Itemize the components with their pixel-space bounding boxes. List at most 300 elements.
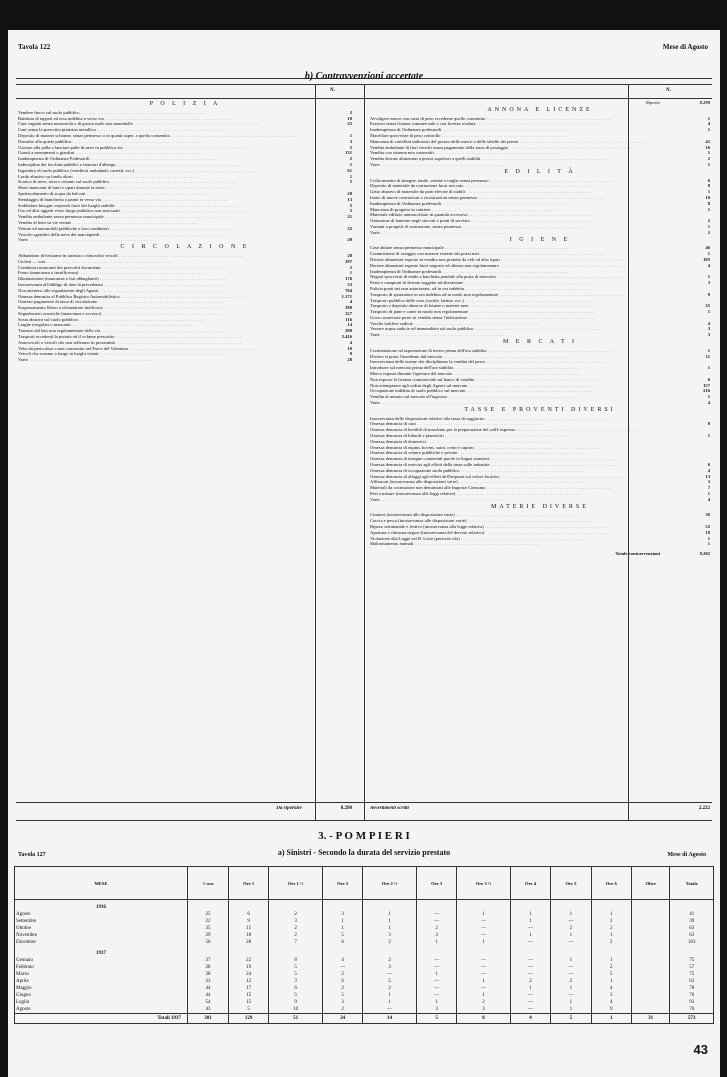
row-value: 10: [347, 345, 352, 351]
table-cell: —: [416, 918, 456, 925]
table-cell: 63: [670, 925, 714, 932]
total-label: Totale contravvenzioni: [615, 551, 660, 557]
row-label: Materiale edilizio ammucchiato in quantità eccessiva . . .: [370, 212, 594, 218]
table-row: [15, 992, 714, 999]
row-label: Introdurre sul mercato prima dell'ora stabilita . . .: [370, 365, 580, 371]
table-cell: 1: [510, 932, 550, 939]
row-value: 20: [347, 190, 352, 196]
row-value: 5: [349, 208, 352, 214]
row-value: 9: [349, 351, 352, 357]
row-value: 10: [705, 194, 710, 200]
table-cell: 1: [551, 1006, 591, 1014]
table-cell: [269, 900, 323, 912]
group-heading: I G I E N E: [509, 236, 571, 243]
row-value: 4: [707, 320, 710, 326]
table-cell: 1: [457, 911, 511, 918]
table-cell: —: [416, 957, 456, 964]
table-cell: [228, 900, 268, 912]
total-cell: 5: [551, 1014, 591, 1024]
table-row: [15, 911, 714, 918]
table-cell: 37: [188, 957, 229, 964]
row-value: 216: [703, 388, 710, 394]
table-cell: —: [457, 918, 511, 925]
table-cell: 15: [228, 999, 268, 1006]
row-label: Maltrattamento animali . . .: [370, 541, 540, 547]
table-cell: 2: [269, 925, 323, 932]
row-value: 2: [707, 218, 710, 224]
row-label: Non ottemperare agli ordini degli Agenti sul mercato . . .: [370, 383, 594, 389]
table-cell: —: [551, 918, 591, 925]
row-label: Inosservanza delle norme che disciplinano la vendita del pesce . . .: [370, 359, 612, 365]
row-label: Violazione alla Legge sul R. Lotto (pericola rifa) . . .: [370, 536, 586, 542]
row-value: 1.171: [341, 293, 352, 299]
table-cell: —: [416, 985, 456, 992]
row-label: Pesto e campioni di derrate soggette ad alterazione . . .: [370, 280, 590, 286]
table-cell: [510, 946, 550, 957]
row-value: 4: [349, 339, 352, 345]
row-value: 1: [349, 132, 352, 138]
riporto-value: 8.290: [699, 100, 710, 105]
pompieri-table: [14, 866, 714, 1024]
table-cell: —: [416, 911, 456, 918]
row-value: 36: [705, 512, 710, 518]
month-cell: Novembre: [15, 932, 188, 939]
table-cell: [322, 946, 362, 957]
table-cell: 63: [670, 932, 714, 939]
table-cell: 1: [551, 985, 591, 992]
row-value: 1: [349, 161, 352, 167]
row-label: Sbavi mancanti di lumi e ripari durante la notte . . .: [18, 185, 231, 191]
table-cell: [631, 900, 670, 912]
table-cell: 3: [322, 911, 362, 918]
row-label: Contrattazione od asportazione di merce prima dell'ora stabilita . . .: [370, 348, 613, 354]
table-row: [370, 497, 710, 503]
table-cell: 38: [188, 971, 229, 978]
row-label: Varianti a progetti di costruzione, senza permesso . . .: [370, 224, 588, 230]
row-value: 3.416: [341, 334, 352, 340]
table-cell: 18: [228, 932, 268, 939]
table-cell: 10: [269, 1006, 323, 1014]
row-label: Inosservanza all'obbligo di dare la precedenza . . .: [18, 282, 229, 288]
row-label: Lordo abusivo su fondo altrui . . .: [18, 174, 199, 180]
table-cell: —: [457, 985, 511, 992]
row-value: 13: [705, 473, 710, 479]
row-value: 1: [707, 251, 710, 257]
table-cell: 8: [269, 957, 323, 964]
table-cell: [631, 971, 670, 978]
total-cell: 129: [228, 1014, 268, 1024]
row-label: Omessa denuncia di domestici . . .: [370, 439, 552, 445]
month-cell: Luglio: [15, 999, 188, 1006]
group-heading: C I R C O L A Z I O N E: [120, 244, 250, 251]
table-cell: 3: [591, 992, 631, 999]
page-header: [8, 30, 720, 56]
row-value: 8: [707, 183, 710, 189]
row-value: 28: [347, 357, 352, 363]
table-cell: —: [457, 957, 511, 964]
row-label: Segnalazioni acustiche (mancanza o eccesso) . . .: [18, 311, 228, 317]
row-value: 764: [345, 287, 352, 293]
year-label: 1936: [15, 900, 188, 912]
table-cell: [631, 992, 670, 999]
row-value: 21: [347, 214, 352, 220]
row-label: Scarico di neve, terra e rottami sul suolo pubblico . . .: [18, 179, 236, 185]
row-label: Omessa denuncia di bevibili di marchino per la preparazione del caffè espresso . . .: [370, 427, 642, 433]
row-label: Sosta abusiva sul suolo pubblico . . .: [18, 317, 204, 323]
table-cell: 3: [322, 999, 362, 1006]
row-value: 388: [345, 305, 352, 311]
year-row: [15, 900, 714, 912]
right-column: [370, 100, 710, 800]
table-cell: —: [551, 939, 591, 946]
total-value: 9.202: [699, 551, 710, 557]
table-row: [15, 925, 714, 932]
row-label: Omessa denuncia di occupazione suolo pubblico . . .: [370, 468, 586, 474]
table-cell: 17: [228, 985, 268, 992]
table-row: [15, 957, 714, 964]
table-cell: 5: [591, 971, 631, 978]
row-label: Commistione di ortaggio con materie estratte dai pozzi neri . . .: [370, 251, 606, 257]
riporto-label: Riporto: [645, 100, 660, 105]
row-value: 4: [707, 262, 710, 268]
table-cell: 39: [670, 918, 714, 925]
row-value: 1: [707, 223, 710, 229]
row-value: 157: [703, 382, 710, 388]
header-bottom-rule: [16, 98, 712, 99]
table-cell: 9: [269, 999, 323, 1006]
row-label: Velocità pericolosa o non consentita nel Parco del Valentino . . .: [18, 346, 254, 352]
row-label: Varie . . .: [370, 230, 506, 236]
month-cell: Febbraio: [15, 964, 188, 971]
table-cell: [670, 946, 714, 957]
column-header: MESE: [15, 867, 188, 900]
table-cell: 1: [551, 911, 591, 918]
table-cell: 28: [188, 964, 229, 971]
group-heading: E D I L I T À: [504, 168, 576, 175]
table-cell: 1: [510, 911, 550, 918]
table-cell: [269, 946, 323, 957]
row-label: Varie . . .: [370, 400, 506, 406]
row-value: 5: [349, 264, 352, 270]
year-row: [15, 946, 714, 957]
total-row: [15, 1014, 714, 1024]
row-label: Varie . . .: [18, 237, 154, 243]
right-footer-label: Avvertimenti scritti: [370, 806, 409, 811]
table-cell: 1: [591, 911, 631, 918]
table-cell: 2: [363, 957, 417, 964]
table-cell: —: [510, 925, 550, 932]
group-heading: TASSE E PROVENTI DIVERSI: [464, 406, 616, 413]
table-cell: 5: [322, 992, 362, 999]
row-value: 3: [707, 280, 710, 286]
table-cell: 76: [670, 992, 714, 999]
row-label: Omessa denuncia di equini, bovini, suini, ovini e caprini . . .: [370, 445, 600, 451]
row-value: 4: [349, 299, 352, 305]
table-cell: 6: [228, 911, 268, 918]
column-header: Ore 1 ½: [269, 867, 323, 900]
total-cell: 1: [591, 1014, 631, 1024]
row-value: 10: [347, 115, 352, 121]
table-cell: —: [416, 964, 456, 971]
table-row: [15, 999, 714, 1006]
pompieri-subtitle: a) Sinistri - Secondo la durata del servizio prestato: [277, 848, 451, 857]
row-value: 14: [347, 322, 352, 328]
table-cell: [188, 900, 229, 912]
table-cell: 2: [510, 978, 550, 985]
row-label: Inizio di nuove costruzioni o ricostruzioni senza permesso . . .: [370, 195, 603, 201]
row-value: 5: [349, 144, 352, 150]
row-value: 25: [705, 303, 710, 309]
row-value: 3: [707, 479, 710, 485]
row-label: Varie . . .: [370, 162, 506, 168]
row-value: 4: [707, 400, 710, 406]
row-value: 8: [707, 421, 710, 427]
table-cell: [631, 999, 670, 1006]
left-n-header: N.: [330, 88, 335, 93]
table-row: [15, 964, 714, 971]
table-cell: 1: [457, 992, 511, 999]
row-value: 1: [349, 270, 352, 276]
table-cell: 33: [188, 978, 229, 985]
table-cell: 1: [363, 918, 417, 925]
row-value: 4: [707, 121, 710, 127]
table-cell: 9: [228, 918, 268, 925]
row-value: 46: [705, 245, 710, 251]
row-value: 3: [707, 326, 710, 332]
row-value: 1: [707, 394, 710, 400]
page-number: 43: [693, 1042, 708, 1057]
row-value: 297: [345, 258, 352, 264]
row-label: Collocamento di insegne, tende, vetrine e targhe senza permesso . . .: [370, 178, 615, 184]
column-header: Ore 2: [322, 867, 362, 900]
row-label: Inadempienza di Ordinanze podestarili . . .: [370, 269, 568, 275]
row-label: Esercizi senza licenza commerciale o con licenza scaduta . . .: [370, 121, 602, 127]
table-row: [15, 939, 714, 946]
row-label: Varie . . .: [370, 497, 506, 503]
row-label: Vendita al minuto sul mercato all'ingrosso . . .: [370, 394, 574, 400]
table-cell: 1: [363, 911, 417, 918]
row-label: Inadempienza di Ordinanze Podestarili . . .: [18, 156, 216, 162]
table-cell: 1: [363, 992, 417, 999]
column-header: Ore 5: [551, 867, 591, 900]
row-value: 2: [349, 156, 352, 162]
row-label: Omessa denuncia al Pubblico Registro Automobilistico . . .: [18, 294, 246, 300]
table-cell: 1: [510, 985, 550, 992]
row-label: Omessa denuncia di insegne contenenti parole in lingua straniera . . .: [370, 456, 616, 462]
column-header: Ore 3 ½: [457, 867, 511, 900]
table-cell: 43: [188, 1006, 229, 1014]
row-value: 209: [345, 328, 352, 334]
row-value: 105: [703, 256, 710, 262]
row-value: 1: [707, 541, 710, 547]
row-value: 13: [347, 196, 352, 202]
row-value: 1: [707, 127, 710, 133]
column-header: Ore 2 ½: [363, 867, 417, 900]
table-cell: 2: [551, 925, 591, 932]
pompieri-month: Mese di Agosto: [667, 852, 706, 858]
table-cell: 1: [551, 957, 591, 964]
month-cell: Agosto: [15, 1006, 188, 1014]
month-cell: Gennaio: [15, 957, 188, 964]
row-label: Omessa denuncia di cani . . .: [370, 421, 542, 427]
row-label: Freno (mancanza o insufficenza) . . .: [18, 270, 205, 276]
row-label: Vetture ed automobili pubbliche e loro conduttori . . .: [18, 226, 235, 232]
table-cell: 63: [670, 978, 714, 985]
table-cell: 1: [591, 978, 631, 985]
total-cell: 301: [188, 1014, 229, 1024]
group-heading: MATERIE DIVERSE: [491, 503, 589, 510]
table-row: [18, 237, 352, 243]
row-value: 1: [707, 347, 710, 353]
table-cell: 15: [228, 925, 268, 932]
row-label: Veicoli che sostano a lungo in luoghi vietati . . .: [18, 351, 225, 357]
row-label: Omesso pagamento di tassa di circolazione . . .: [18, 299, 224, 305]
table-cell: [363, 946, 417, 957]
row-value: 1: [707, 433, 710, 439]
column-header: Totale: [670, 867, 714, 900]
row-value: 1: [707, 491, 710, 496]
row-label: Giocare alla palla o lanciare palle di neve in pubblica via . . .: [18, 145, 249, 151]
table-number-left: Tavola 122: [18, 43, 51, 51]
row-label: Ciclisti — vari . . .: [18, 259, 172, 265]
table-cell: 25: [188, 911, 229, 918]
table-cell: 5: [363, 978, 417, 985]
table-cell: 1: [416, 971, 456, 978]
table-row: [15, 918, 714, 925]
row-label: Varie . . .: [370, 332, 506, 338]
table-cell: 28: [228, 939, 268, 946]
table-cell: [631, 957, 670, 964]
table-cell: 4: [322, 957, 362, 964]
table-cell: 3: [457, 1006, 511, 1014]
table-row: [370, 400, 710, 406]
row-label: Vendita di beni su vie vietate . . .: [18, 220, 198, 226]
table-cell: 76: [670, 1006, 714, 1014]
total-cell: 14: [363, 1014, 417, 1024]
row-label: Ingombro di suolo pubblico (venditori ambulanti, carretti, ecc.) . . .: [18, 168, 261, 174]
left-footer-label: Da riportare: [276, 806, 302, 811]
row-label: Vendita ambulante di fiori freschi senza pagamento della tassa di posteggio . . .: [370, 145, 635, 151]
table-cell: 2: [457, 999, 511, 1006]
table-cell: [631, 939, 670, 946]
row-value: 53: [347, 281, 352, 287]
table-cell: 19: [228, 964, 268, 971]
table-cell: [322, 900, 362, 912]
left-footer: [18, 806, 352, 812]
table-cell: [631, 925, 670, 932]
table-cell: —: [551, 992, 591, 999]
row-label: Spettacolamento di acqua da balconi . . .: [18, 191, 212, 197]
table-cell: 2: [269, 932, 323, 939]
table-cell: [591, 900, 631, 912]
total-cell: 573: [670, 1014, 714, 1024]
document-page: [8, 30, 720, 1077]
table-cell: 6: [322, 939, 362, 946]
row-label: Caccia e pesca (inosservanza alle disposizioni varie) . . .: [370, 518, 593, 524]
row-label: Derrate alimentari esposte in vendita non protette da veli od altri ripari . . .: [370, 257, 626, 263]
row-label: Vacche lattifere sudicie . . .: [370, 321, 539, 327]
month-right: Mese di Agosto: [662, 43, 708, 51]
total-cell: 31: [631, 1014, 670, 1024]
table-cell: —: [363, 971, 417, 978]
column-header: ½ ora: [188, 867, 229, 900]
group-heading: P O L I Z I A: [149, 101, 221, 107]
table-cell: [591, 946, 631, 957]
table-cell: —: [510, 957, 550, 964]
left-footer-value: 8.290: [340, 806, 352, 811]
row-label: Trasporto di pane e carne in modo non regolamentare . . .: [370, 309, 595, 315]
table-cell: [631, 964, 670, 971]
row-label: Case abitate senza permesso municipale . . .: [370, 245, 570, 251]
section-b-title: b) Contravvenzioni accertate: [304, 71, 424, 82]
left-column: [18, 100, 352, 800]
row-value: 42: [705, 138, 710, 144]
row-label: Getto abusivo di materiale da parti elevate di stabili . . .: [370, 189, 591, 195]
total-cell: 8: [457, 1014, 511, 1024]
table-cell: 1: [416, 939, 456, 946]
table-cell: [551, 946, 591, 957]
right-n-header: N.: [666, 88, 671, 93]
row-value: 1: [707, 309, 710, 315]
table-cell: [363, 900, 417, 912]
row-label: Negozi sprovvisti di tende a barchetta pendule alla porta di esercizio . . .: [370, 274, 622, 280]
table-cell: 6: [269, 985, 323, 992]
table-cell: 2: [591, 918, 631, 925]
row-label: Riposo settimanale e festivo (inosservanza alla legge relativa) . . .: [370, 524, 610, 530]
table-cell: 3: [269, 918, 323, 925]
row-label: Uso ed altri oggetti verso luogo pubblico non assicurati . . .: [18, 208, 246, 214]
table-cell: 5: [228, 1006, 268, 1014]
table-cell: —: [416, 992, 456, 999]
row-label: Omessa denuncia di biliardi e pianoforti . . .: [370, 433, 570, 439]
table-cell: 1: [363, 999, 417, 1006]
table-cell: —: [322, 964, 362, 971]
row-label: Inadempienza di Ordinanze podestarili . . .: [370, 127, 568, 133]
row-label: Merce esposta durante l'apertura del mercato . . .: [370, 371, 579, 377]
row-value: 2: [707, 229, 710, 235]
row-value: 9: [707, 291, 710, 297]
row-value: 2: [707, 156, 710, 162]
row-value: 116: [345, 316, 352, 322]
table-cell: 1: [457, 939, 511, 946]
table-cell: 1: [510, 918, 550, 925]
row-label: Non attenersi alle segnalazioni degli Agenti . . .: [18, 288, 225, 294]
total-cell: 24: [322, 1014, 362, 1024]
row-label: Larghe irregolari o mancanti . . .: [18, 322, 197, 328]
row-label: Conduttori mancanti dei prescritti documenti . . .: [18, 265, 227, 271]
row-label: Non esporre la licenza commerciale sul banco di vendita . . .: [370, 377, 600, 383]
month-cell: Settembre: [15, 918, 188, 925]
row-value: 52: [705, 523, 710, 529]
row-label: Uova conservate poste in vendita senza l'indicazione . . .: [370, 315, 593, 321]
riporto-row: [370, 100, 710, 106]
table-row: [370, 162, 710, 168]
row-label: Derrate alimentari esposte fuori negozio ed altezza non regolamentare . . .: [370, 263, 625, 269]
month-cell: Ottobre: [15, 925, 188, 932]
row-label: Omissione di lanterne negli steccati e ponti di servizio . . .: [370, 218, 596, 224]
table-row: [15, 932, 714, 939]
month-cell: Marzo: [15, 971, 188, 978]
table-cell: 1: [551, 932, 591, 939]
row-label: Vendere fuoco sul suolo pubblico . . .: [18, 110, 206, 116]
table-cell: 44: [188, 985, 229, 992]
table-cell: [457, 946, 511, 957]
table-cell: 1: [322, 925, 362, 932]
table-cell: 44: [188, 992, 229, 999]
table-cell: 5: [269, 992, 323, 999]
table-cell: 9: [591, 1006, 631, 1014]
table-cell: 22: [188, 918, 229, 925]
